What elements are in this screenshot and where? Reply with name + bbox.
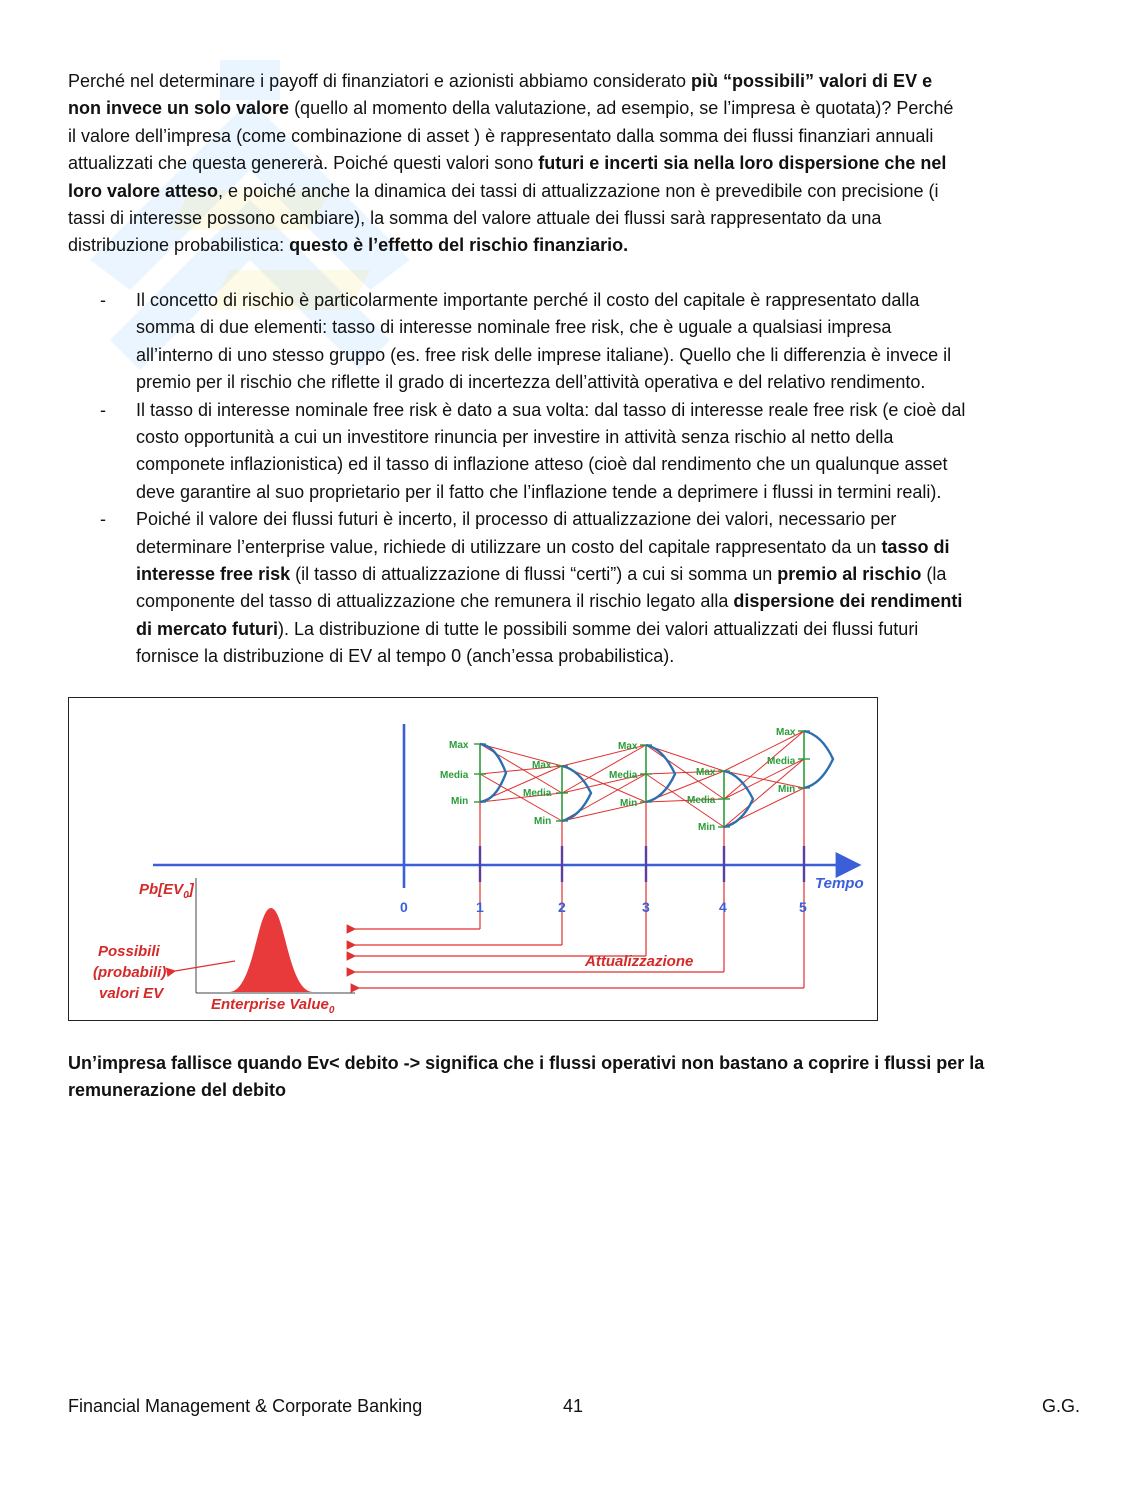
footer-course-title: Financial Management & Corporate Banking xyxy=(68,1396,423,1416)
footer-author-initials: G.G. xyxy=(1041,1396,1080,1416)
ev-distribution xyxy=(229,908,313,992)
paragraph-line: non invece un solo valore (quello al momento della valutazione, ad esempio, se l’impresa è quotata)? Perché xyxy=(68,98,954,119)
svg-text:valori EV: valori EV xyxy=(99,985,164,1002)
ev-distribution-figure xyxy=(68,697,878,1021)
svg-text:Possibili: Possibili xyxy=(98,943,160,960)
label-max: Max xyxy=(532,760,552,771)
label-min: Min xyxy=(620,798,638,809)
paragraph-line: tassi di interesse possono cambiare), la somma del valore attuale dei flussi sarà rappresentato da una xyxy=(68,208,882,229)
bullet-item-discounting: - Poiché il valore dei flussi futuri è incerto, il processo di attualizzazione dei valori, necessario per determinare l’enterprise value, richiede di utilizzare un costo del capitale rappresentato da un tasso di interesse free risk (il tasso di attualizzazione di flussi “certi”) a cui si somma un premio al rischio (la componente del tasso di attualizzazione che remunera il rischio legato alla dispersione dei rendimenti di mercato futuri). La distribuzione di tutte le possibili somme dei valori attualizzati dei flussi futuri fornisce la distribuzione di EV al tempo 0 (anch’essa probabilistica). xyxy=(68,506,1080,670)
axis-label-tempo: Tempo xyxy=(815,875,864,892)
tick-label-1: 1 xyxy=(476,899,484,915)
bullet-item-risk-concept: - Il concetto di rischio è particolarmente importante perché il costo del capitale è rappresentato dalla somma di due elementi: tasso di interesse nominale free risk, che è uguale a qualsiasi impresa all’interno di uno stesso gruppo (es. free risk delle imprese italiane). Quello che li differenzia è invece il premio per il rischio che riflette il grado di incertezza dell’attività operativa e del relativo rendimento. xyxy=(68,287,1080,397)
tick-label-5: 5 xyxy=(799,899,807,915)
time-tick-labels xyxy=(400,899,807,915)
enterprise-value-label: Enterprise Value$_0$ xyxy=(211,996,335,1016)
tick-label-2: 2 xyxy=(558,899,566,915)
possibili-arrow xyxy=(175,961,235,971)
label-min: Min xyxy=(778,784,796,795)
tick-label-3: 3 xyxy=(642,899,650,915)
attualizzazione-label: Attualizzazione xyxy=(585,953,694,970)
tick-label-0: 0 xyxy=(400,899,408,915)
intro-paragraph xyxy=(68,68,1080,260)
label-max: Max xyxy=(618,741,638,752)
paragraph-line: loro valore atteso, e poiché anche la dinamica dei tassi di attualizzazione non è prevedibile con precisione (i xyxy=(68,180,939,201)
label-max: Max xyxy=(776,727,796,738)
bullet-item-nominal-rate: - Il tasso di interesse nominale free risk è dato a sua volta: dal tasso di interesse reale free risk (e cioè dal costo opportunità a cui un investitore rinuncia per investire in attività senza rischio al netto della componete inflazionistica) ed il tasso di inflazione atteso (cioè dal rendimento che un qualunque asset deve garantire al suo proprietario per il fatto che l’inflazione tende a deprimere i flussi in termini reali). xyxy=(68,397,1080,507)
bullet-dash: - xyxy=(100,509,106,530)
bullet-dash: - xyxy=(100,290,106,310)
label-min: Min xyxy=(451,796,469,807)
bullet-dash: - xyxy=(100,399,106,420)
label-media: Media xyxy=(767,756,796,767)
label-media: Media xyxy=(440,770,469,781)
paragraph-line: il valore dell’impresa (come combinazione di asset ) è rappresentato dalla somma dei flussi finanziari annuali xyxy=(68,125,934,146)
paragraph-line: distribuzione probabilistica: questo è l’effetto del rischio finanziario. xyxy=(68,235,629,256)
svg-text:(probabili): (probabili) xyxy=(93,964,167,981)
label-min: Min xyxy=(698,822,716,833)
tick-label-4: 4 xyxy=(719,899,727,915)
conclusion-paragraph: Un’impresa fallisce quando Ev< debito -> significa che i flussi operativi non bastano a coprire i flussi per la remunerazione del debito xyxy=(68,1053,985,1101)
label-max: Max xyxy=(696,767,716,778)
label-max: Max xyxy=(449,740,469,751)
pb-label: $Pb[EV_0]$ xyxy=(139,881,194,901)
paragraph-line: attualizzati che questa genererà. Poiché questi valori sono futuri e incerti sia nella loro dispersione che nel xyxy=(68,153,947,174)
label-min: Min xyxy=(534,816,552,827)
discount-arrows xyxy=(355,929,804,988)
label-media: Media xyxy=(523,788,552,799)
possibili-label xyxy=(93,943,166,1002)
label-media: Media xyxy=(687,795,716,806)
figure-svg xyxy=(69,698,876,1019)
bullet-list xyxy=(68,287,1080,671)
label-media: Media xyxy=(609,770,638,781)
footer-page-number: 41 xyxy=(563,1396,584,1416)
paragraph-line: Perché nel determinare i payoff di finanziatori e azionisti abbiamo considerato più “possibili” valori di EV e xyxy=(68,71,933,91)
